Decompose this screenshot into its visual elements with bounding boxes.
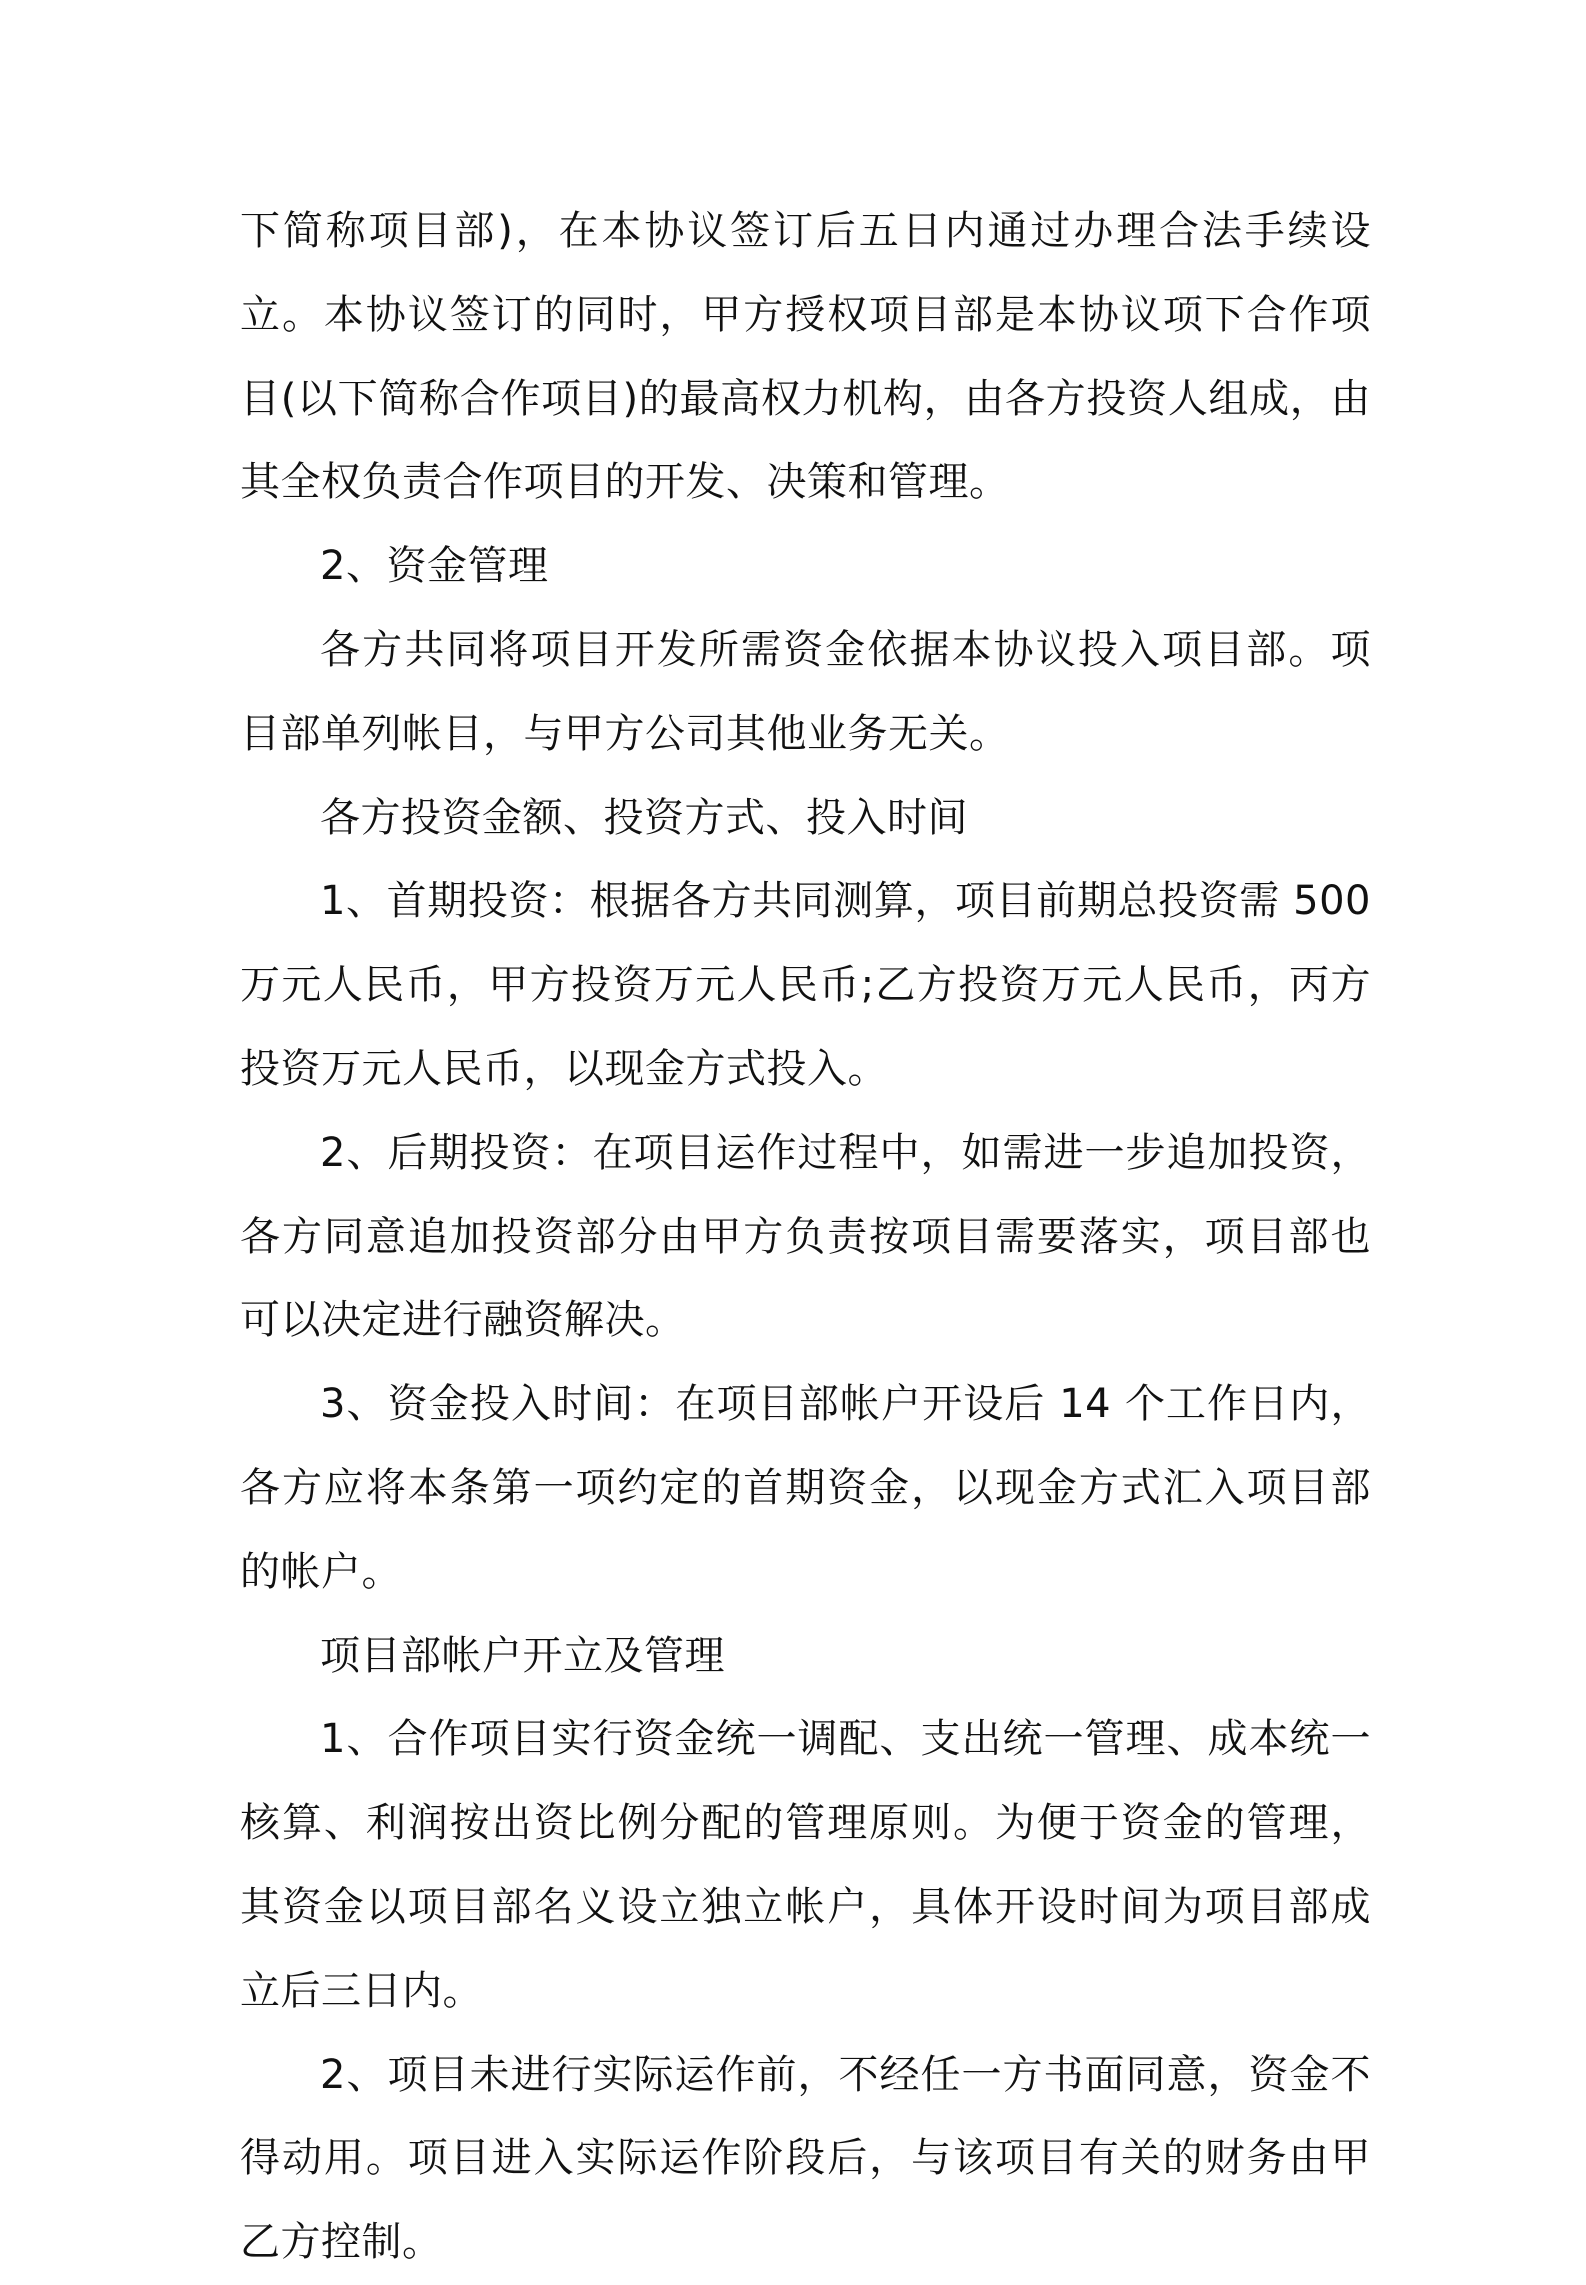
paragraph-8-heading: 项目部帐户开立及管理: [320, 1632, 725, 1679]
paragraph-6: 2、后期投资：在项目运作过程中，如需进一步追加投资，各方同意追加投资部分由甲方负责按项目需要落实，项目部也可以决定进行融资解决。: [240, 1129, 1371, 1344]
paragraph-2-heading: 2、资金管理: [320, 543, 549, 590]
paragraph-3: 各方共同将项目开发所需资金依据本协议投入项目部。项目部单列帐目，与甲方公司其他业务无关。: [240, 626, 1371, 757]
paragraph-1: 下简称项目部)，在本协议签订后五日内通过办理合法手续设立。本协议签订的同时，甲方授权项目部是本协议项下合作项目(以下简称合作项目)的最高权力机构，由各方投资人组成，由其全权负责合作项目的开发、决策和管理。: [240, 208, 1371, 506]
paragraph-7: 3、资金投入时间：在项目部帐户开设后 14 个工作日内，各方应将本条第一项约定的首期资金，以现金方式汇入项目部的帐户。: [240, 1381, 1371, 1595]
paragraph-9: 1、合作项目实行资金统一调配、支出统一管理、成本统一核算、利润按出资比例分配的管理原则。为便于资金的管理，其资金以项目部名义设立独立帐户，具体开设时间为项目部成立后三日内。: [240, 1716, 1371, 2014]
paragraph-10: 2、项目未进行实际运作前，不经任一方书面同意，资金不得动用。项目进入实际运作阶段后，与该项目有关的财务由甲乙方控制。: [240, 2051, 1371, 2266]
document-body: [240, 190, 1371, 2285]
paragraph-5: 1、首期投资：根据各方共同测算，项目前期总投资需 500 万元人民币，甲方投资万元人民币;乙方投资万元人民币，丙方投资万元人民币，以现金方式投入。: [240, 878, 1371, 1092]
paragraph-4-heading: 各方投资金额、投资方式、投入时间: [320, 794, 968, 841]
